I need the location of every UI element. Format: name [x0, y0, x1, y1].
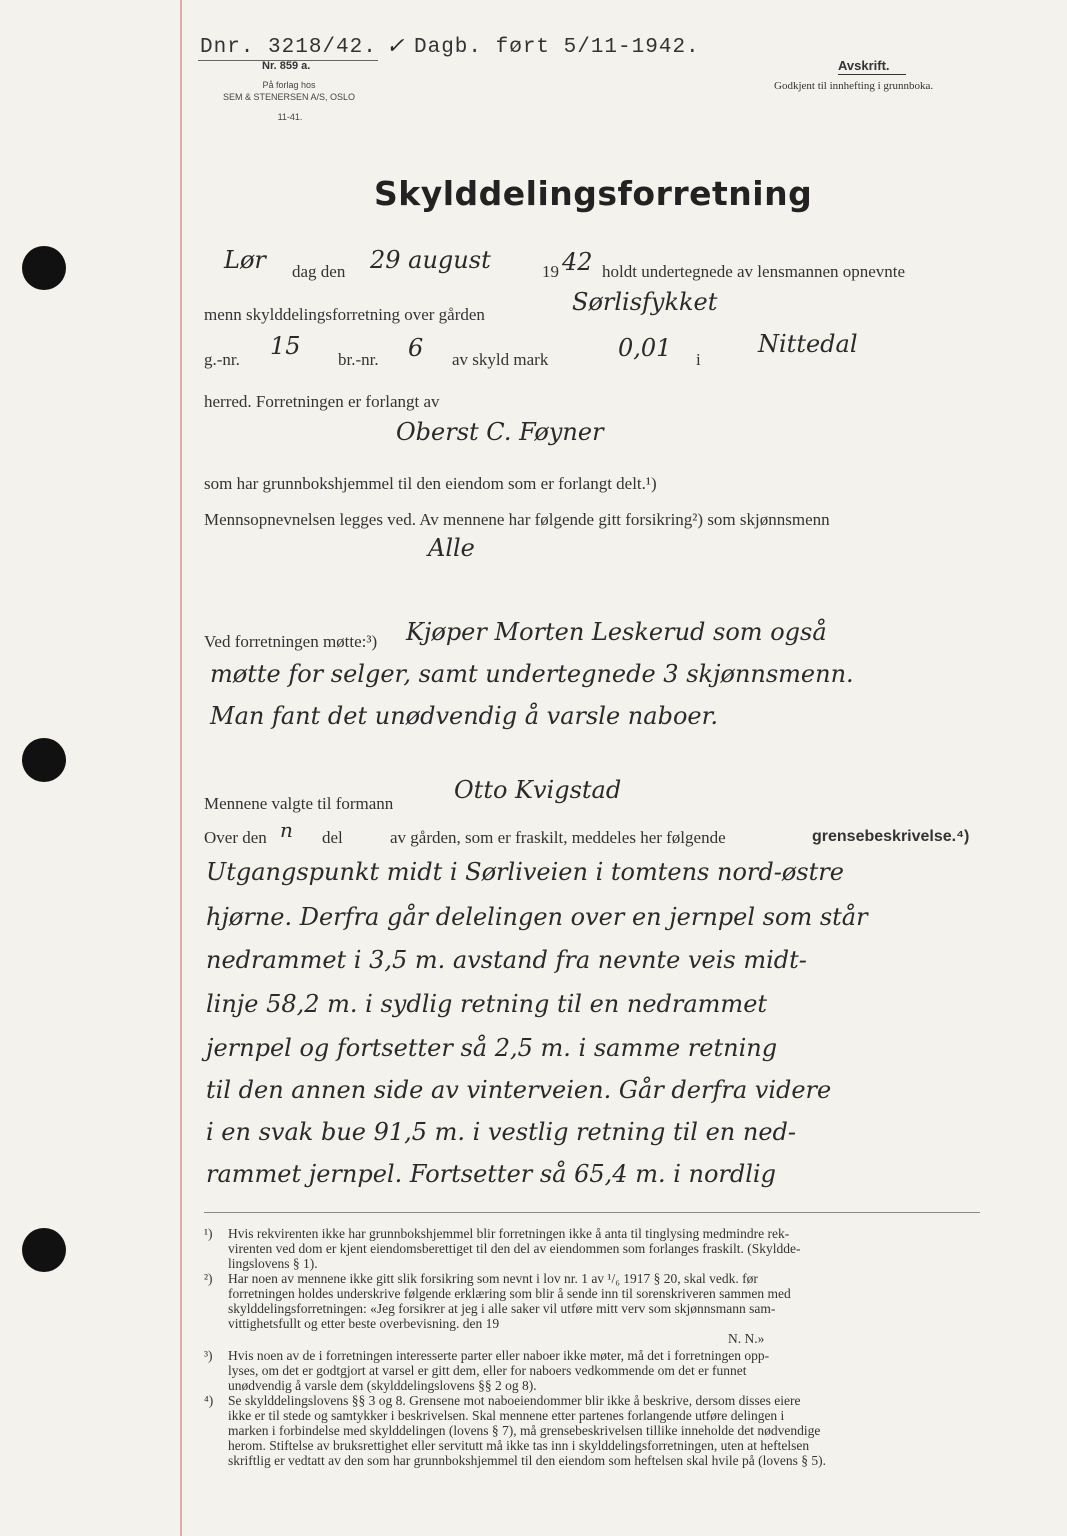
publisher-line-2: SEM & STENERSEN A/S, OSLO: [222, 92, 356, 102]
footnote-3-line: unødvendig å varsle dem (skylddelingslovens §§ 2 og 8).: [228, 1378, 537, 1393]
dagbok-date: Dagb. ført 5/11-1942.: [414, 36, 700, 59]
desc-handwritten-line: til den annen side av vinterveien. Går derfra videre: [206, 1076, 832, 1104]
grensebeskrivelse-label: grensebeskrivelse.⁴): [812, 828, 970, 845]
footnote-3-line: Hvis noen av de i forretningen interesserte parter eller naboer ikke møter, må det i forretningen opp-: [228, 1348, 770, 1363]
check-mark-icon: ✓: [386, 34, 405, 59]
desc-handwritten-line: jernpel og fortsetter så 2,5 m. i samme retning: [206, 1034, 778, 1062]
over-den-handwritten: n: [280, 818, 293, 842]
bnr-label: br.-nr.: [338, 350, 379, 369]
desc-handwritten-line: nedrammet i 3,5 m. avstand fra nevnte veis midt-: [206, 946, 807, 974]
farm-name-handwritten: Sørlisfykket: [572, 288, 718, 316]
desc-handwritten-line: linje 58,2 m. i sydlig retning til en nedrammet: [206, 990, 768, 1018]
punch-hole-icon: [22, 1228, 66, 1272]
footnote-2-line: skylddelingsforretningen: «Jeg forsikrer at jeg i alle saker vil utføre mitt verv som skjønnsmann sam-: [228, 1301, 776, 1316]
footnote-2-number: ²): [204, 1271, 213, 1286]
desc-handwritten-line: Utgangspunkt midt i Sørliveien i tomtens nord-østre: [206, 858, 844, 886]
i-label: i: [696, 350, 701, 369]
footnote-4-line: skriftlig er vedtatt av den som har grunnbokshjemmel til den eiendom som heftelsen skal hvile på (lovens § 5).: [228, 1453, 826, 1468]
bnr-handwritten: 6: [408, 334, 424, 362]
desc-handwritten-line: rammet jernpel. Fortsetter så 65,4 m. i nordlig: [206, 1160, 776, 1188]
desc-handwritten-line: hjørne. Derfra går delelingen over en jernpel som står: [206, 903, 868, 931]
red-margin-line: [180, 0, 182, 1536]
line1-text: holdt undertegnede av lensmannen opnevnte: [602, 262, 906, 281]
footnote-4-line: herom. Stiftelse av bruksrettighet eller servitutt må ikke tas inn i skylddelingsforretningen, uten at heftelsen: [228, 1438, 810, 1453]
year-prefix: 19: [542, 262, 559, 281]
grense-line-text: av gården, som er fraskilt, meddeles her følgende: [390, 828, 726, 847]
footnote-2-signature: N. N.»: [728, 1331, 765, 1346]
footnote-1-line: lingslovens § 1).: [228, 1256, 318, 1271]
line6-text: som har grunnbokshjemmel til den eiendom som er forlangt delt.¹): [204, 474, 657, 493]
gnr-label: g.-nr.: [204, 350, 240, 369]
weekday-handwritten: Lør: [224, 246, 266, 274]
footnote-2-line: Har noen av mennene ikke gitt slik forsikring som nevnt i lov nr. 1 av ¹/₆ 1917 § 20, skal vedk. før: [228, 1271, 758, 1286]
footnote-1-line: virenten ved dom er kjent eiendomsberettiget til den del av eiendommen som forlanges fraskilt. (Skyldde-: [228, 1241, 801, 1256]
publisher-line-1: På forlag hos: [262, 80, 316, 90]
mote-handwritten-3: Man fant det unødvendig å varsle naboer.: [210, 702, 719, 730]
herred-handwritten: Nittedal: [758, 330, 858, 358]
date-handwritten: 29 august: [370, 246, 491, 274]
avskrift-underline: [838, 74, 906, 75]
alle-handwritten: Alle: [428, 534, 475, 562]
footnote-4-line: ikke er til stede og samtykker i beskrivelsen. Skal mennene etter partenes forlangende utføre delingen i: [228, 1408, 785, 1423]
punch-hole-icon: [22, 246, 66, 290]
gnr-handwritten: 15: [270, 332, 301, 360]
footnote-1-line: Hvis rekvirenten ikke har grunnbokshjemmel blir forretningen ikke å anta til tinglysing medmindre rek-: [228, 1226, 790, 1241]
print-date: 11-41.: [277, 112, 303, 122]
mote-label: Ved forretningen møtte:³): [204, 632, 378, 651]
line4-text: herred. Forretningen er forlangt av: [204, 392, 440, 411]
dag-den-label: dag den: [292, 262, 346, 281]
dnr-number: Dnr. 3218/42.: [200, 36, 377, 59]
requester-handwritten: Oberst C. Føyner: [396, 418, 604, 446]
footnote-4-number: ⁴): [204, 1393, 214, 1408]
footnote-1-number: ¹): [204, 1226, 213, 1241]
formann-handwritten: Otto Kvigstad: [454, 776, 622, 804]
approval-note: Godkjent til innhefting i grunnboka.: [774, 80, 934, 92]
punch-hole-icon: [22, 738, 66, 782]
over-den-label: Over den: [204, 828, 267, 847]
footnote-divider: [204, 1212, 980, 1213]
desc-handwritten-line: i en svak bue 91,5 m. i vestlig retning til en ned-: [206, 1118, 797, 1146]
year-handwritten: 42: [562, 248, 593, 276]
footnote-4-line: Se skylddelingslovens §§ 3 og 8. Grensene mot naboeiendommer blir ikke å beskrive, dersom disses eiere: [228, 1393, 801, 1408]
skyld-handwritten: 0,01: [618, 334, 672, 362]
footnote-2-line: forretningen holdes underskrive følgende erklæring som blir å sende inn til sorenskriveren sammen med: [228, 1286, 791, 1301]
del-label: del: [322, 828, 343, 847]
skyld-label: av skyld mark: [452, 350, 549, 369]
formann-label: Mennene valgte til formann: [204, 794, 394, 813]
page-title: Skylddelingsforretning: [374, 174, 813, 213]
footnote-4-line: marken i forbindelse med skylddelingen (lovens § 7), må grensebeskrivelsen tillike inneholde det nødvendige: [228, 1423, 821, 1438]
line2-text: menn skylddelingsforretning over gården: [204, 305, 485, 324]
mote-handwritten-1: Kjøper Morten Leskerud som også: [406, 618, 827, 646]
line7-text: Mennsopnevnelsen legges ved. Av mennene har følgende gitt forsikring²) som skjønnsmenn: [204, 510, 830, 529]
footnote-2-line: vittighetsfullt og etter beste overbevisning. den 19: [228, 1316, 500, 1331]
footnote-3-line: lyses, om det er godtgjort at varsel er gitt dem, eller for naboers vedkommende om det er funnet: [228, 1363, 747, 1378]
avskrift-label: Avskrift.: [838, 58, 890, 73]
form-number: Nr. 859 a.: [262, 60, 311, 72]
mote-handwritten-2: møtte for selger, samt undertegnede 3 skjønnsmenn.: [210, 660, 854, 688]
footnote-3-number: ³): [204, 1348, 213, 1363]
